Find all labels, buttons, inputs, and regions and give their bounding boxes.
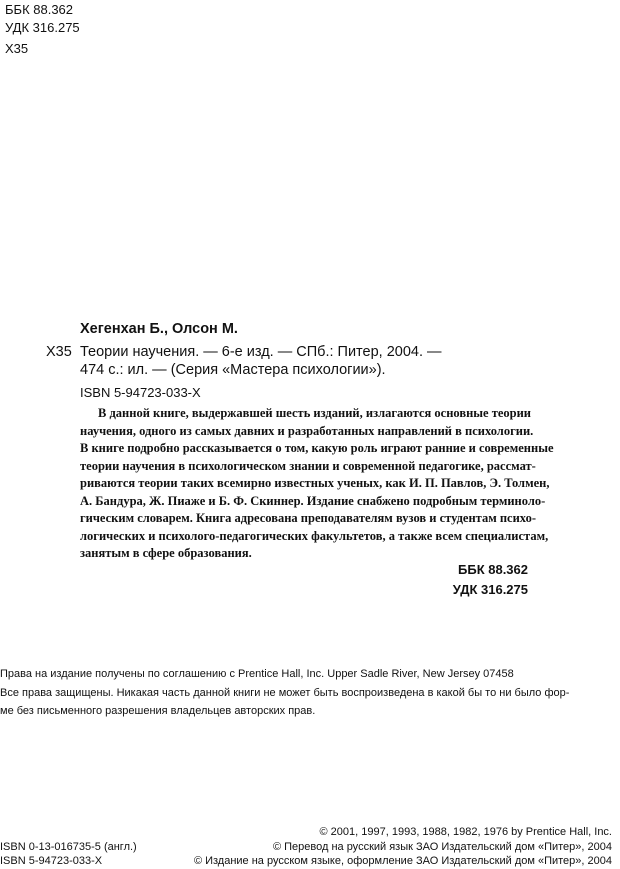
isbn-english: ISBN 0-13-016735-5 (англ.) [0,841,137,853]
annotation-line: занятым в сфере образования. [80,546,252,560]
header-udk: УДК 316.275 [5,20,80,35]
entry-udk: УДК 316.275 [452,582,528,597]
isbn-russian: ISBN 5-94723-033-X [0,855,103,867]
annotation-line: научения, одного из самых давних и разработанных направлений в психологии. [80,423,534,438]
annotation-line: теории научения в психологическом знании и современной педагогике, рассмат- [80,458,536,473]
copyright-line-2: © Перевод на русский язык ЗАО Издательский дом «Питер», 2004 [272,841,612,853]
annotation-line: В данной книге, выдержавшей шесть изданий, излагаются основные теории [98,406,532,420]
isbn-line: ISBN 5-94723-033-X [80,385,201,400]
annotation-line: В книге подробно рассказывается о том, какую роль играют ранние и современные [80,441,554,455]
rights-line-2: Все права защищены. Никакая часть данной книги не может быть воспроизведена в какой бы то ни было фор- [0,687,570,699]
header-bbk: ББК 88.362 [5,2,74,17]
annotation-line: гическим словарем. Книга адресована преподавателям вузов и студентам психо- [80,511,536,525]
title-line-2: 474 с.: ил. — (Серия «Мастера психологии»). [80,362,386,378]
annotation-line: А. Бандура, Ж. Пиаже и Б. Ф. Скиннер. Издание снабжено подробным терминоло- [80,493,546,508]
annotation-line: риваются теории таких всемирно известных ученых, как И. П. Павлов, Э. Толмен, [80,476,550,490]
header-code: Х35 [5,41,29,56]
annotation-line: логических и психолого-педагогических факультетов, а также всем специалистам, [80,528,549,543]
rights-line-3: ме без письменного разрешения владельцев авторских прав. [0,705,316,717]
copyright-line-1: © 2001, 1997, 1993, 1988, 1982, 1976 by Prentice Hall, Inc. [319,826,612,838]
annotation [80,405,554,563]
author-line: Хегенхан Б., Олсон М. [80,321,238,337]
entry-code: Х35 [46,344,72,360]
entry-bbk: ББК 88.362 [458,562,528,577]
rights-line-1: Права на издание получены по соглашению с Prentice Hall, Inc. Upper Sadle River, New Jersey 07458 [0,668,514,680]
copyright-line-3: © Издание на русском языке, оформление ЗАО Издательский дом «Питер», 2004 [193,855,612,867]
title-line-1: Теории научения. — 6-е изд. — СПб.: Питер, 2004. — [80,344,442,360]
